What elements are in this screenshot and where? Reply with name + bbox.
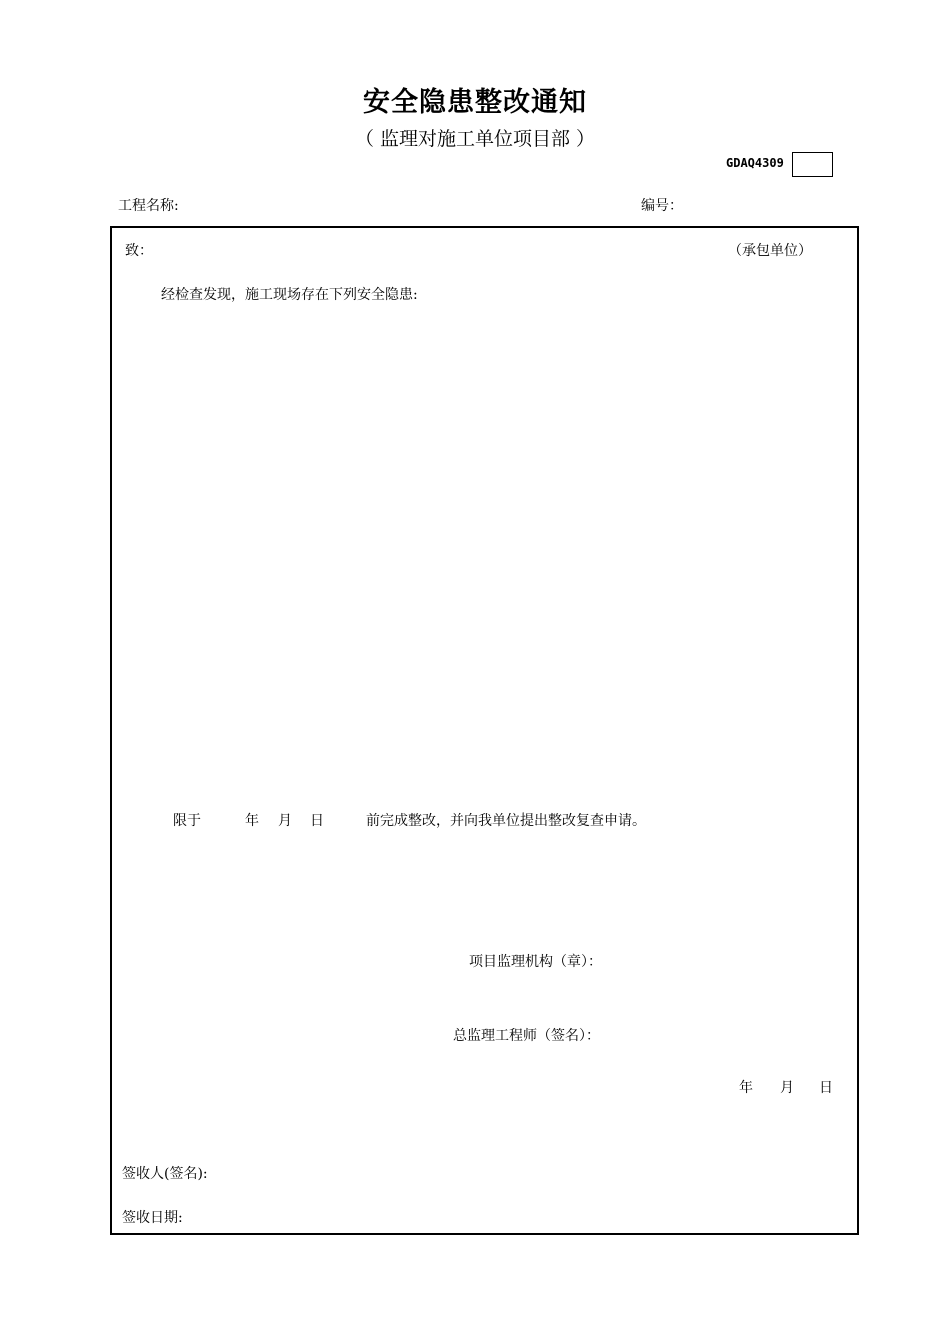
sign-date-year: 年 bbox=[739, 1080, 753, 1096]
contractor-note: （承包单位） bbox=[728, 243, 812, 259]
deadline-year: 年 bbox=[245, 813, 259, 829]
deadline-prefix: 限于 bbox=[173, 813, 201, 829]
deadline-row bbox=[173, 810, 646, 830]
deadline-suffix: 前完成整改，并向我单位提出整改复查申请。 bbox=[366, 813, 646, 829]
form-code: GDAQ4309 bbox=[726, 156, 784, 170]
sign-date-month: 月 bbox=[780, 1080, 794, 1096]
project-name-label: 工程名称: bbox=[118, 198, 179, 214]
receiver-label: 签收人(签名): bbox=[122, 1166, 208, 1182]
sign-date bbox=[739, 1077, 833, 1097]
supervision-org-label: 项目监理机构（章）： bbox=[469, 954, 602, 970]
document-title: 安全隐患整改通知 bbox=[363, 87, 587, 118]
deadline-month: 月 bbox=[278, 813, 292, 829]
sign-date-day: 日 bbox=[819, 1080, 833, 1096]
form-code-box[interactable] bbox=[792, 152, 833, 177]
inspection-text: 经检查发现，施工现场存在下列安全隐患: bbox=[161, 287, 418, 303]
receive-date-label: 签收日期: bbox=[122, 1210, 183, 1226]
to-label: 致： bbox=[125, 243, 153, 259]
deadline-day: 日 bbox=[310, 813, 324, 829]
document-subtitle: （ 监理对施工单位项目部 ） bbox=[354, 128, 596, 150]
chief-engineer-label: 总监理工程师（签名）： bbox=[453, 1028, 600, 1044]
number-label: 编号： bbox=[641, 198, 683, 214]
